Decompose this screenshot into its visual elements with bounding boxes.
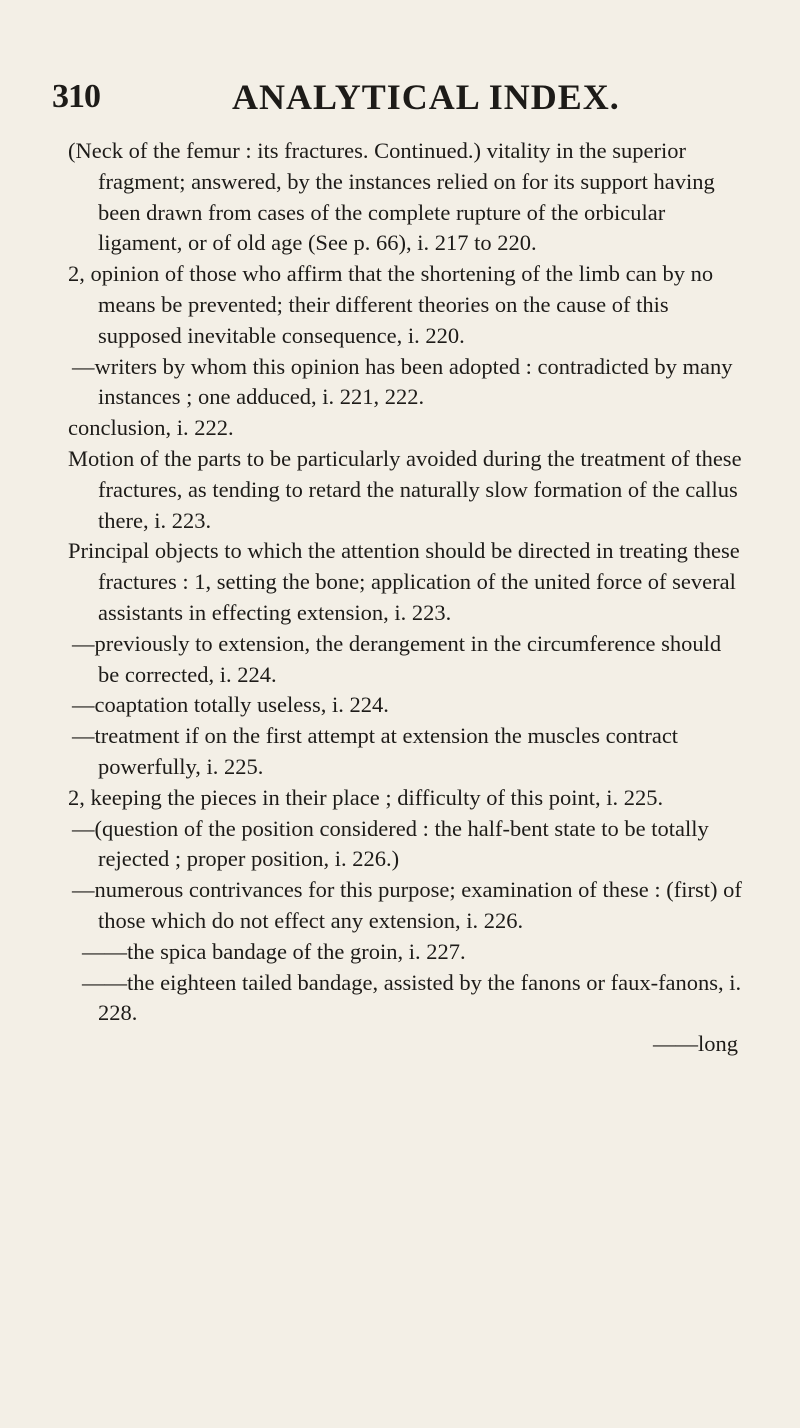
running-title: ANALYTICAL INDEX. (232, 77, 620, 117)
index-entry: Principal objects to which the attention should be directed in treating these fractures : 1, setting the bone; application of the united force of several assistants in effecting extension, i. 223. (68, 538, 740, 625)
index-entry: conclusion, i. 222. (68, 415, 234, 441)
index-entry: —previously to extension, the derangement in the circumference should be corrected, i. 224. (72, 630, 722, 687)
index-entry: ——the spica bandage of the groin, i. 227. (82, 938, 466, 964)
catchword: ——long (652, 1031, 738, 1057)
index-entry: —coaptation totally useless, i. 224. (72, 692, 389, 718)
index-entry: —treatment if on the first attempt at extension the muscles contract powerfully, i. 225. (72, 723, 679, 779)
index-entry: —numerous contrivances for this purpose; examination of these : (first) of those which do not effect any extension, i. 226. (72, 877, 742, 933)
index-entries (68, 136, 748, 1060)
index-entry: 2, keeping the pieces in their place ; difficulty of this point, i. 225. (68, 784, 664, 810)
index-entry: (Neck of the femur : its fractures. Continued.) vitality in the superior fragment; answered, by the instances relied on for its support having been drawn from cases of the complete rupture of the orbicular ligament, or of old age (See p. 66), i. 217 to 220. (68, 138, 715, 256)
index-entry: —writers by whom this opinion has been adopted : contradicted by many instances ; one adduced, i. 221, 222. (72, 353, 733, 410)
index-entry: Motion of the parts to be particularly avoided during the treatment of these fractures, as tending to retard the naturally slow formation of the callus there, i. 223. (68, 445, 742, 533)
index-entry: 2, opinion of those who affirm that the shortening of the limb can by no means be prevented; their different theories on the cause of this supposed inevitable consequence, i. 220. (68, 261, 714, 348)
index-entry: ——the eighteen tailed bandage, assisted by the fanons or faux-fanons, i. 228. (82, 969, 742, 1026)
page-header (52, 72, 752, 122)
index-entry: —(question of the position considered : the half-bent state to be totally rejected ; proper position, i. 226.) (72, 815, 709, 872)
page-number: 310 (52, 78, 100, 115)
